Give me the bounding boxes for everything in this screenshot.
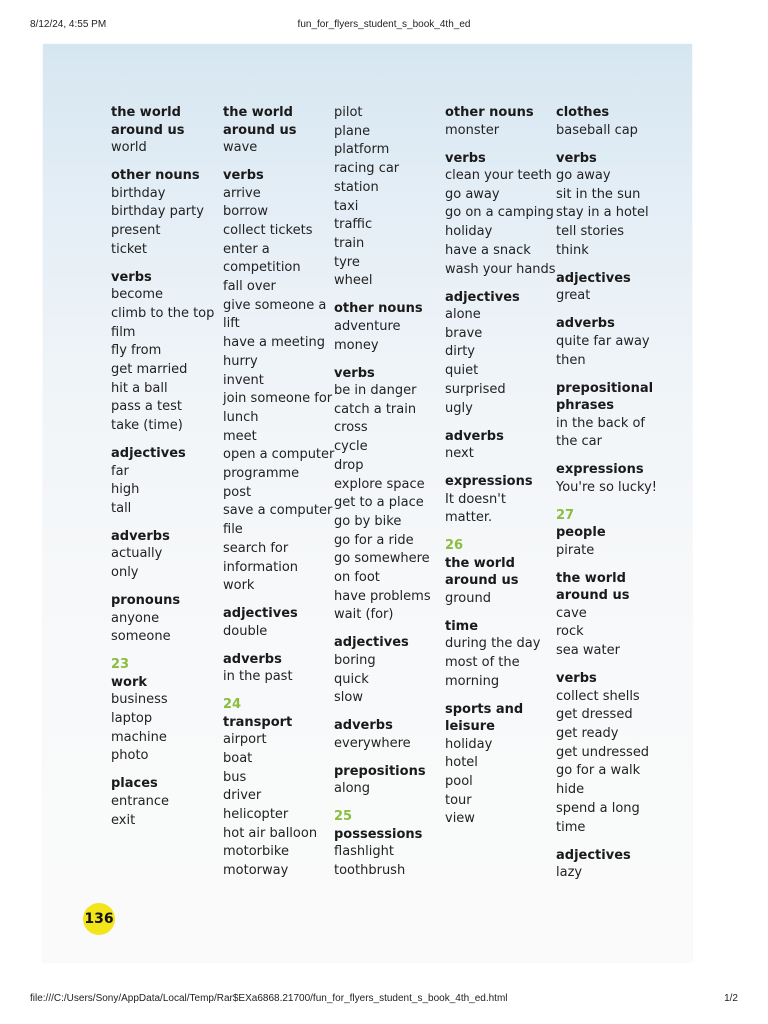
vocabulary-section xyxy=(334,808,446,880)
vocabulary-entry: in the back of the car xyxy=(556,415,646,450)
vocabulary-entry: most of the morning xyxy=(445,654,520,689)
vocabulary-section xyxy=(223,605,335,641)
vocabulary-entry: meet xyxy=(223,428,257,444)
vocabulary-entry: arrive xyxy=(223,185,261,201)
vocabulary-section xyxy=(334,365,446,626)
vocabulary-section xyxy=(223,696,335,881)
vocabulary-entry: in the past xyxy=(223,669,293,685)
vocabulary-entry: station xyxy=(334,179,379,195)
vocabulary-entry: ticket xyxy=(111,241,148,257)
vocabulary-column-2 xyxy=(223,104,335,890)
section-heading: verbs xyxy=(556,150,597,166)
section-heading: adverbs xyxy=(223,651,282,667)
vocabulary-section xyxy=(111,104,223,158)
vocabulary-section xyxy=(223,651,335,687)
vocabulary-entry: cycle xyxy=(334,439,368,455)
vocabulary-section xyxy=(111,269,223,436)
vocabulary-entry: collect shells xyxy=(556,688,640,704)
vocabulary-section xyxy=(556,847,668,883)
section-heading: adjectives xyxy=(556,847,631,863)
vocabulary-entry: quiet xyxy=(445,363,479,379)
browser-print-header xyxy=(0,0,768,40)
vocabulary-entry: motorway xyxy=(223,863,289,879)
vocabulary-entry: present xyxy=(111,222,161,238)
vocabulary-entry: someone xyxy=(111,629,171,645)
vocabulary-entry: only xyxy=(111,565,139,581)
vocabulary-section xyxy=(111,656,223,766)
vocabulary-section xyxy=(445,473,557,528)
section-heading: adverbs xyxy=(556,316,615,332)
vocabulary-entry: photo xyxy=(111,748,149,764)
vocabulary-entry: quick xyxy=(334,671,369,687)
vocabulary-section xyxy=(445,289,557,419)
vocabulary-entry: slow xyxy=(334,690,363,706)
vocabulary-entry: surprised xyxy=(445,381,506,397)
vocabulary-entry: pass a test xyxy=(111,399,182,415)
vocabulary-entry: go away xyxy=(556,168,611,183)
vocabulary-entry: catch a train xyxy=(334,401,417,417)
vocabulary-section xyxy=(445,537,557,608)
vocabulary-column-4 xyxy=(445,104,557,838)
vocabulary-entry: explore space xyxy=(334,476,425,492)
section-heading: expressions xyxy=(556,462,644,478)
vocabulary-section xyxy=(223,104,335,158)
print-file-path: file:///C:/Users/Sony/AppData/Local/Temp/Rar$EXa6868.21700/fun_for_flyers_student_s_book_4th_ed.html xyxy=(30,993,508,1004)
vocabulary-section xyxy=(111,167,223,259)
vocabulary-entry: brave xyxy=(445,325,483,341)
vocabulary-entry: view xyxy=(445,811,475,827)
vocabulary-section xyxy=(445,701,557,830)
vocabulary-section xyxy=(223,167,335,596)
section-heading: clothes xyxy=(556,105,610,120)
vocabulary-section xyxy=(445,618,557,692)
vocabulary-entry: search for information xyxy=(223,540,299,575)
section-heading: adjectives xyxy=(556,270,631,286)
vocabulary-entry: work xyxy=(223,578,255,594)
vocabulary-entry: cave xyxy=(556,605,587,621)
vocabulary-entry: go on a camping holiday xyxy=(445,205,554,240)
vocabulary-section xyxy=(556,570,668,661)
vocabulary-entry: baseball cap xyxy=(556,122,638,138)
vocabulary-entry: think xyxy=(556,242,589,258)
vocabulary-entry: great xyxy=(556,288,591,304)
vocabulary-entry: get married xyxy=(111,361,188,377)
vocabulary-entry: anyone xyxy=(111,610,160,626)
section-heading: prepositional phrases xyxy=(556,380,654,414)
vocabulary-entry: pirate xyxy=(556,542,595,558)
section-heading: time xyxy=(445,618,479,634)
vocabulary-entry: pool xyxy=(445,774,473,790)
section-heading: verbs xyxy=(334,365,375,381)
vocabulary-entry: platform xyxy=(334,142,390,158)
unit-number: 26 xyxy=(445,538,464,554)
vocabulary-entry: hurry xyxy=(223,353,258,369)
section-heading: other nouns xyxy=(334,301,423,317)
vocabulary-entry: hot air balloon xyxy=(223,825,318,841)
vocabulary-entry: become xyxy=(111,287,164,303)
vocabulary-entry: train xyxy=(334,235,365,251)
vocabulary-section xyxy=(556,507,668,561)
vocabulary-entry: fall over xyxy=(223,279,276,295)
vocabulary-entry: climb to the top xyxy=(111,305,215,321)
vocabulary-entry: save a computer file xyxy=(223,503,333,538)
section-heading: verbs xyxy=(223,168,264,183)
vocabulary-entry: have problems xyxy=(334,588,431,604)
vocabulary-entry: racing car xyxy=(334,161,400,177)
unit-number: 25 xyxy=(334,809,353,825)
vocabulary-entry: everywhere xyxy=(334,735,411,751)
vocabulary-entry: cross xyxy=(334,420,368,436)
print-page-count: 1/2 xyxy=(724,993,738,1004)
vocabulary-entry: post xyxy=(223,484,252,500)
vocabulary-entry: dirty xyxy=(445,344,475,360)
vocabulary-entry: ground xyxy=(445,590,491,606)
vocabulary-entry: tell stories xyxy=(556,224,625,240)
vocabulary-entry: wheel xyxy=(334,273,373,289)
vocabulary-entry: rock xyxy=(556,624,584,640)
vocabulary-section xyxy=(111,592,223,647)
section-heading: adjectives xyxy=(111,446,186,462)
vocabulary-column-3 xyxy=(334,104,446,890)
section-heading: adverbs xyxy=(445,428,504,444)
unit-number: 24 xyxy=(223,697,242,713)
section-heading: people xyxy=(556,525,606,541)
vocabulary-section xyxy=(556,461,668,497)
vocabulary-entry: get to a place xyxy=(334,495,424,511)
section-heading: pronouns xyxy=(111,593,181,609)
vocabulary-section xyxy=(556,380,668,452)
vocabulary-entry: go by bike xyxy=(334,513,402,529)
vocabulary-entry: boat xyxy=(223,750,253,766)
vocabulary-entry: airport xyxy=(223,732,267,748)
vocabulary-entry: pilot xyxy=(334,105,363,120)
section-heading: adverbs xyxy=(334,718,393,734)
section-heading: the world around us xyxy=(556,570,630,604)
vocabulary-entry: hide xyxy=(556,782,585,798)
vocabulary-entry: spend a long time xyxy=(556,800,640,835)
vocabulary-section xyxy=(445,150,557,280)
vocabulary-section xyxy=(445,428,557,464)
vocabulary-entry: fly from xyxy=(111,343,162,359)
vocabulary-entry: get ready xyxy=(556,726,619,742)
vocabulary-entry: then xyxy=(556,352,586,368)
print-document-title: fun_for_flyers_student_s_book_4th_ed xyxy=(297,19,471,30)
vocabulary-section xyxy=(334,634,446,708)
section-heading: work xyxy=(111,674,147,690)
vocabulary-entry: go away xyxy=(445,186,500,202)
vocabulary-section xyxy=(334,104,446,291)
vocabulary-section xyxy=(334,300,446,355)
vocabulary-entry: tour xyxy=(445,792,472,808)
section-heading: possessions xyxy=(334,826,423,842)
unit-number: 23 xyxy=(111,657,130,673)
vocabulary-entry: taxi xyxy=(334,198,359,214)
page-number-badge: 136 xyxy=(83,903,115,935)
vocabulary-entry: traffic xyxy=(334,217,373,233)
vocabulary-entry: enter a competition xyxy=(223,241,301,276)
section-heading: expressions xyxy=(445,474,533,490)
vocabulary-entry: tyre xyxy=(334,254,360,270)
scanned-book-page xyxy=(43,44,692,962)
vocabulary-entry: world xyxy=(111,140,147,155)
section-heading: sports and leisure xyxy=(445,701,524,735)
section-heading: verbs xyxy=(556,671,597,687)
vocabulary-entry: clean your teeth xyxy=(445,168,552,183)
vocabulary-entry: flashlight xyxy=(334,844,394,860)
section-heading: verbs xyxy=(111,269,152,285)
section-heading: other nouns xyxy=(445,105,534,120)
print-datetime: 8/12/24, 4:55 PM xyxy=(30,19,107,30)
vocabulary-section xyxy=(445,104,557,140)
vocabulary-entry: laptop xyxy=(111,711,153,727)
vocabulary-entry: driver xyxy=(223,788,262,804)
vocabulary-entry: hit a ball xyxy=(111,380,168,396)
vocabulary-entry: boring xyxy=(334,652,376,668)
vocabulary-entry: quite far away xyxy=(556,333,650,349)
vocabulary-section xyxy=(556,150,668,261)
vocabulary-section xyxy=(111,775,223,830)
vocabulary-entry: join someone for lunch xyxy=(223,391,333,425)
section-heading: the world around us xyxy=(445,555,519,589)
vocabulary-entry: money xyxy=(334,337,379,353)
vocabulary-section xyxy=(556,315,668,370)
vocabulary-column-1 xyxy=(111,104,223,840)
vocabulary-entry: wash your hands xyxy=(445,261,556,277)
vocabulary-entry: get dressed xyxy=(556,707,633,723)
vocabulary-entry: motorbike xyxy=(223,844,289,860)
section-heading: transport xyxy=(223,714,293,730)
section-heading: the world around us xyxy=(223,105,297,138)
vocabulary-entry: double xyxy=(223,623,268,639)
vocabulary-entry: hotel xyxy=(445,755,478,771)
section-heading: verbs xyxy=(445,150,486,166)
vocabulary-entry: go for a walk xyxy=(556,763,641,779)
vocabulary-entry: take (time) xyxy=(111,418,183,434)
vocabulary-entry: birthday xyxy=(111,185,166,201)
vocabulary-entry: plane xyxy=(334,123,371,139)
vocabulary-entry: sit in the sun xyxy=(556,186,641,202)
vocabulary-section xyxy=(334,717,446,753)
browser-print-footer xyxy=(0,990,768,1010)
vocabulary-entry: invent xyxy=(223,372,264,388)
vocabulary-entry: during the day xyxy=(445,636,541,652)
vocabulary-entry: business xyxy=(111,692,168,708)
vocabulary-entry: adventure xyxy=(334,318,401,334)
vocabulary-entry: helicopter xyxy=(223,807,289,823)
vocabulary-entry: have a snack xyxy=(445,242,531,258)
vocabulary-entry: go somewhere on foot xyxy=(334,551,430,586)
vocabulary-entry: open a computer programme xyxy=(223,447,335,482)
vocabulary-entry: next xyxy=(445,446,474,462)
vocabulary-entry: get undressed xyxy=(556,744,650,760)
vocabulary-entry: high xyxy=(111,482,140,498)
vocabulary-entry: machine xyxy=(111,729,167,745)
vocabulary-entry: You're so lucky! xyxy=(556,479,657,495)
vocabulary-entry: wave xyxy=(223,140,258,155)
section-heading: prepositions xyxy=(334,763,426,779)
vocabulary-entry: wait (for) xyxy=(334,607,394,623)
vocabulary-entry: film xyxy=(111,324,136,340)
vocabulary-entry: give someone a lift xyxy=(223,297,327,332)
vocabulary-section xyxy=(334,763,446,799)
section-heading: places xyxy=(111,776,158,792)
vocabulary-section xyxy=(556,270,668,306)
vocabulary-entry: ugly xyxy=(445,400,473,416)
vocabulary-section xyxy=(556,670,668,837)
vocabulary-section xyxy=(111,445,223,519)
vocabulary-section xyxy=(111,528,223,583)
section-heading: other nouns xyxy=(111,168,200,183)
vocabulary-entry: birthday party xyxy=(111,204,204,220)
unit-number: 27 xyxy=(556,507,575,523)
vocabulary-entry: be in danger xyxy=(334,383,417,399)
section-heading: adjectives xyxy=(334,635,409,651)
section-heading: adjectives xyxy=(445,289,520,305)
vocabulary-entry: lazy xyxy=(556,865,583,881)
vocabulary-entry: stay in a hotel xyxy=(556,205,649,221)
vocabulary-entry: toothbrush xyxy=(334,863,406,879)
section-heading: adjectives xyxy=(223,606,298,622)
vocabulary-entry: exit xyxy=(111,812,136,828)
vocabulary-entry: borrow xyxy=(223,204,268,220)
vocabulary-section xyxy=(556,104,668,140)
vocabulary-entry: holiday xyxy=(445,736,493,752)
vocabulary-entry: have a meeting xyxy=(223,335,325,351)
vocabulary-entry: alone xyxy=(445,307,481,323)
vocabulary-entry: bus xyxy=(223,769,247,785)
vocabulary-entry: tall xyxy=(111,500,132,516)
vocabulary-entry: along xyxy=(334,781,371,797)
vocabulary-entry: drop xyxy=(334,457,364,473)
vocabulary-entry: go for a ride xyxy=(334,532,414,548)
vocabulary-entry: collect tickets xyxy=(223,222,313,238)
section-heading: the world around us xyxy=(111,105,185,138)
vocabulary-entry: It doesn't matter. xyxy=(445,491,506,526)
vocabulary-entry: actually xyxy=(111,546,163,562)
vocabulary-entry: far xyxy=(111,463,129,479)
section-heading: adverbs xyxy=(111,528,170,544)
vocabulary-entry: monster xyxy=(445,122,500,138)
vocabulary-entry: sea water xyxy=(556,643,620,659)
vocabulary-column-5 xyxy=(556,104,668,892)
vocabulary-entry: entrance xyxy=(111,793,170,809)
